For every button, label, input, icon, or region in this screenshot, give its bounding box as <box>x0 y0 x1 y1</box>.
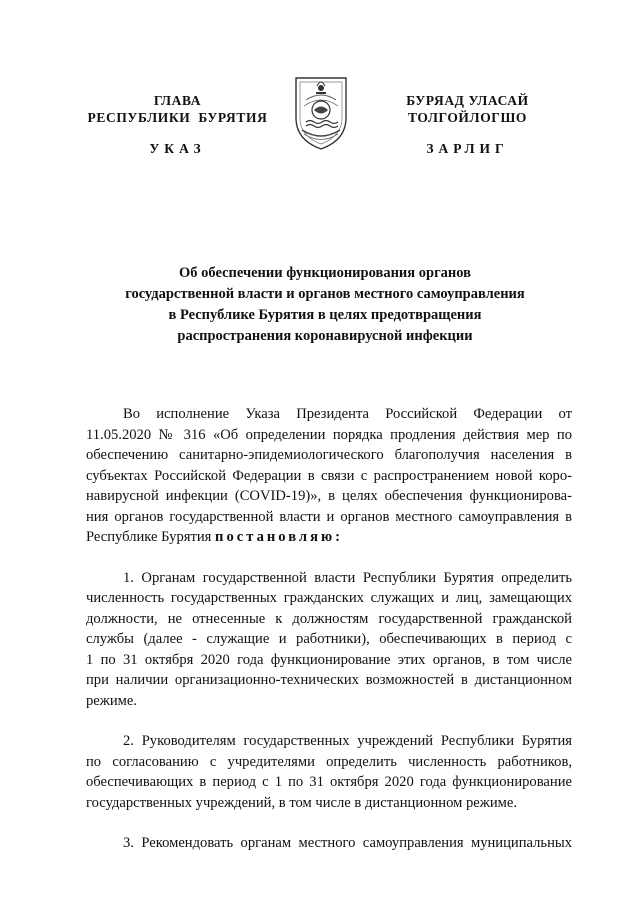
header-right-title <box>360 92 575 126</box>
body-line-last <box>86 527 572 548</box>
header-left-line-2: РЕСПУБЛИКИ БУРЯТИЯ <box>87 110 268 125</box>
body-line: навирусной инфекции (COVID-19)», в целях обеспечения функционирова- <box>86 488 572 504</box>
title-line-2: государственной власти и органов местного самоуправления <box>125 286 525 302</box>
body-line: численность государственных гражданских служащих и лиц, замещающих <box>86 590 572 606</box>
document-body <box>86 404 572 854</box>
title-line-4: распространения коронавирусной инфекции <box>177 328 473 344</box>
body-line: должности, не отнесенные к должностям государственной гражданской <box>86 610 572 627</box>
paragraph-intro <box>86 404 572 548</box>
paragraph-2 <box>86 731 572 813</box>
body-line: обеспечению санитарно-эпидемиологического благополучия населения в <box>86 447 572 463</box>
header-left-title <box>70 92 285 126</box>
title-line-1: Об обеспечении функционирования органов <box>179 265 471 281</box>
body-line: государственных учреждений, в том числе в дистанционном режиме. <box>86 794 517 811</box>
decree-label-ru: УКАЗ <box>149 141 206 156</box>
body-line: 1 по 31 октября 2020 года функционирование этих органов, в том числе <box>86 651 572 668</box>
intro-last-text: Республике Бурятия <box>86 529 216 545</box>
republic-of-buryatia-coat-of-arms-icon <box>292 72 350 152</box>
body-line: 3. Рекомендовать органам местного самоуправления муниципальных <box>123 835 572 851</box>
header-right-line-1: БУРЯАД УЛАСАЙ <box>406 93 529 108</box>
body-line: Во исполнение Указа Президента Российской Федерации от <box>123 406 572 422</box>
title-line-3: в Республике Бурятия в целях предотвращения <box>168 307 482 323</box>
body-line: обеспечивающих в период с 1 по 31 октября 2020 года функционирование <box>86 774 572 790</box>
body-line: ния органов государственной власти и органов местного самоуправления в <box>86 508 572 525</box>
body-line: режиме. <box>86 692 138 709</box>
body-line: 2. Руководителям государственных учреждений Республики Бурятия <box>123 733 572 749</box>
paragraph-3 <box>86 833 572 854</box>
resolve-word: постановляю: <box>215 529 343 545</box>
body-line: по согласованию с учредителями определить численность работников, <box>86 753 572 770</box>
body-line: службы (далее - служащие и работники), обеспечивающих в период с <box>86 631 572 647</box>
body-line: 11.05.2020 № 316 «Об определении порядка продления действия мер по <box>86 426 572 443</box>
header-right-line-2: ТОЛГОЙЛОГШО <box>407 110 528 125</box>
decree-label-bua: ЗАРЛИГ <box>426 141 509 156</box>
body-line: при наличии организационно-технических возможностей в дистанционном <box>86 672 572 688</box>
header-left-line-1: ГЛАВА <box>153 93 202 108</box>
document-title <box>60 263 590 347</box>
body-line: субъектах Российской Федерации в связи с распространением новой коро- <box>86 467 572 484</box>
paragraph-1 <box>86 568 572 712</box>
body-line: 1. Органам государственной власти Республики Бурятия определить <box>123 569 572 586</box>
